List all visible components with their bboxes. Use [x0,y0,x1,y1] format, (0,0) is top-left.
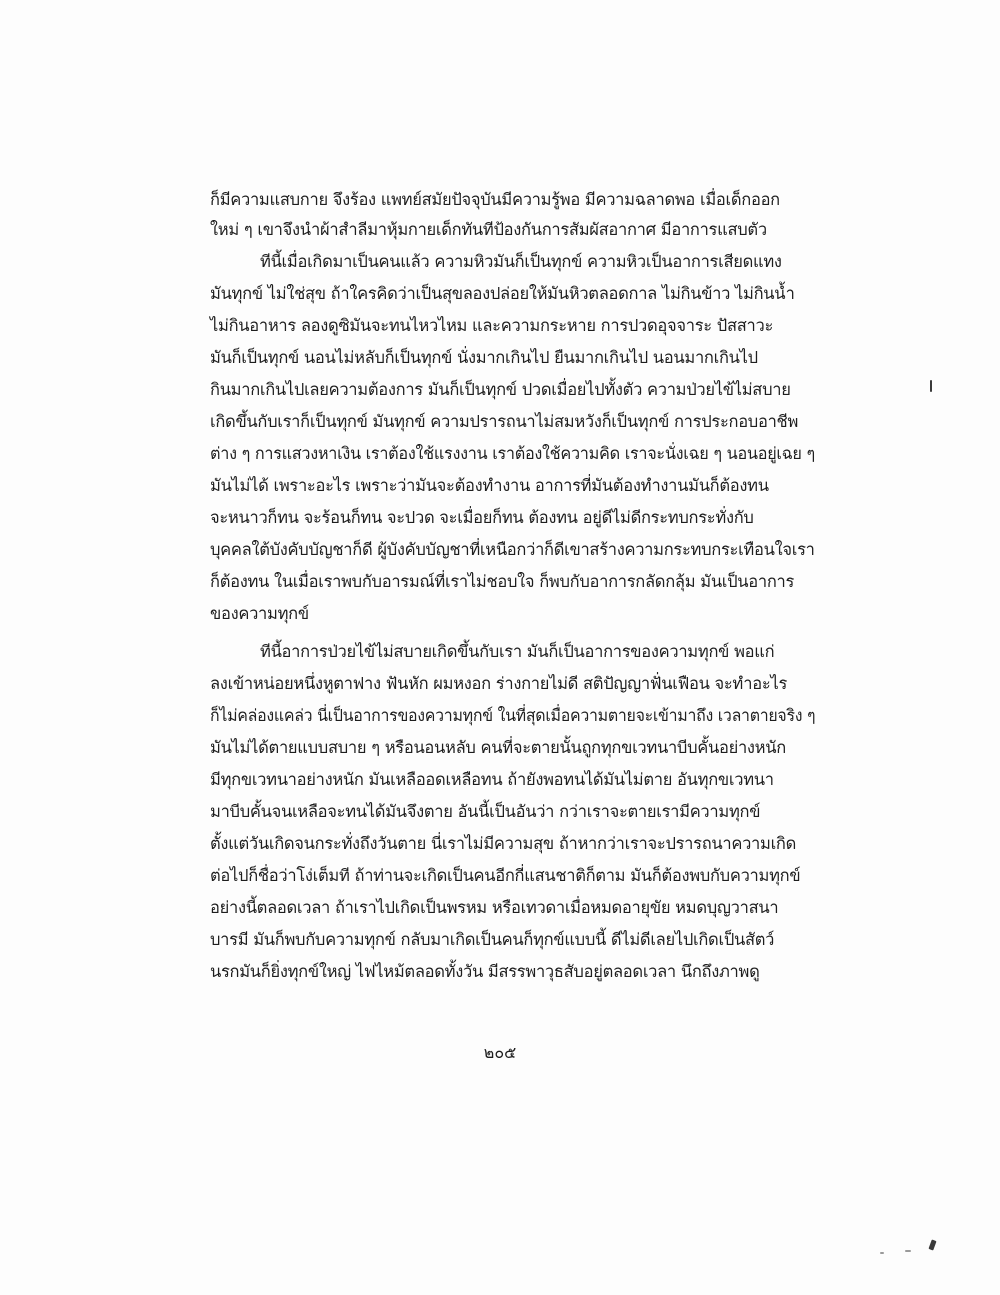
page-number: ๒๐๕ [483,1043,517,1062]
text-line: ไม่กินอาหาร ลองดูซิมันจะทนไหวไหม และความกระหาย การปวดอุจจาระ ปัสสาวะ [210,316,774,335]
paragraph-start-line: ทีนี้อาการป่วยไข้ไม่สบายเกิดขึ้นกับเรา มันก็เป็นอาการของความทุกข์ พอแก่ [260,642,775,661]
text-line: จะหนาวก็ทน จะร้อนก็ทน จะปวด จะเมื่อยก็ทน ต้องทน อยู่ดีไม่ดีกระทบกระทั่งกับ [210,508,754,527]
text-line: อย่างนี้ตลอดเวลา ถ้าเราไปเกิดเป็นพรหม หรือเทวดาเมื่อหมดอายุขัย หมดบุญวาสนา [210,898,779,917]
scan-speck [880,1252,884,1254]
text-line: กินมากเกินไปเลยความต้องการ มันก็เป็นทุกข์ ปวดเมื่อยไปทั้งตัว ความป่วยไข้ไม่สบาย [210,380,791,399]
paragraph-start-line: ทีนี้เมื่อเกิดมาเป็นคนแล้ว ความหิวมันก็เป็นทุกข์ ความหิวเป็นอาการเสียดแทง [260,252,782,271]
text-line: ต่อไปก็ชื่อว่าโง่เต็มที ถ้าท่านจะเกิดเป็นคนอีกกี่แสนชาติก็ตาม มันก็ต้องพบกับความทุกข์ [210,866,801,885]
text-line: มันไม่ได้ เพราะอะไร เพราะว่ามันจะต้องทำงาน อาการที่มันต้องทำงานมันก็ต้องทน [210,476,769,495]
text-line: ก็ไม่คล่องแคล่ว นี่เป็นอาการของความทุกข์ ในที่สุดเมื่อความตายจะเข้ามาถึง เวลาตายจริง ๆ [210,706,816,725]
text-line: มีทุกขเวทนาอย่างหนัก มันเหลืออดเหลือทน ถ้ายังพอทนได้มันไม่ตาย อันทุกขเวทนา [210,770,774,789]
text-line: ลงเข้าหน่อยหนึ่งหูตาฟาง ฟันหัก ผมหงอก ร่างกายไม่ดี สติปัญญาฟั่นเฟือน จะทำอะไร [210,674,788,693]
scan-speck [905,1250,911,1252]
text-line: มาบีบคั้นจนเหลือจะทนได้มันจึงตาย อันนี้เป็นอันว่า กว่าเราจะตายเรามีความทุกข์ [210,802,761,821]
text-line: บุคคลใต้บังคับบัญชาก็ดี ผู้บังคับบัญชาที่เหนือกว่าก็ดีเขาสร้างความกระทบกระเทือนใจเรา [210,540,815,559]
text-line: ใหม่ ๆ เขาจึงนำผ้าสำลีมาหุ้มกายเด็กทันทีป้องกันการสัมผัสอากาศ มีอาการแสบตัว [210,220,767,239]
text-line: ก็ต้องทน ในเมื่อเราพบกับอารมณ์ที่เราไม่ชอบใจ ก็พบกับอาการกลัดกลุ้ม มันเป็นอาการ [210,572,795,591]
text-line: นรกมันก็ยิ่งทุกข์ใหญ่ ไฟไหม้ตลอดทั้งวัน มีสรรพาวุธสับอยู่ตลอดเวลา นึกถึงภาพดู [210,962,760,981]
text-line: บารมี มันก็พบกับความทุกข์ กลับมาเกิดเป็นคนก็ทุกข์แบบนี้ ดีไม่ดีเลยไปเกิดเป็นสัตว์ [210,930,775,949]
text-line: ตั้งแต่วันเกิดจนกระทั่งถึงวันตาย นี่เราไม่มีความสุข ถ้าหากว่าเราจะปรารถนาความเกิด [210,834,797,853]
text-line: เกิดขึ้นกับเราก็เป็นทุกข์ มันทุกข์ ความปรารถนาไม่สมหวังก็เป็นทุกข์ การประกอบอาชีพ [210,412,799,431]
text-line: ต่าง ๆ การแสวงหาเงิน เราต้องใช้แรงงาน เราต้องใช้ความคิด เราจะนั่งเฉย ๆ นอนอยู่เฉย ๆ [210,444,815,463]
text-line: มันก็เป็นทุกข์ นอนไม่หลับก็เป็นทุกข์ นั่งมากเกินไป ยืนมากเกินไป นอนมากเกินไป [210,348,758,367]
text-line: มันทุกข์ ไม่ใช่สุข ถ้าใครคิดว่าเป็นสุขลองปล่อยให้มันหิวตลอดกาล ไม่กินข้าว ไม่กินน้ำ [210,284,795,303]
scan-speck [928,1239,936,1250]
text-line: ก็มีความแสบกาย จึงร้อง แพทย์สมัยปัจจุบันมีความรู้พอ มีความฉลาดพอ เมื่อเด็กออก [210,190,780,209]
text-line: ของความทุกข์ [210,604,309,623]
scan-speck [930,380,932,392]
text-line: มันไม่ได้ตายแบบสบาย ๆ หรือนอนหลับ คนที่จะตายนั้นถูกทุกขเวทนาบีบคั้นอย่างหนัก [210,738,786,757]
